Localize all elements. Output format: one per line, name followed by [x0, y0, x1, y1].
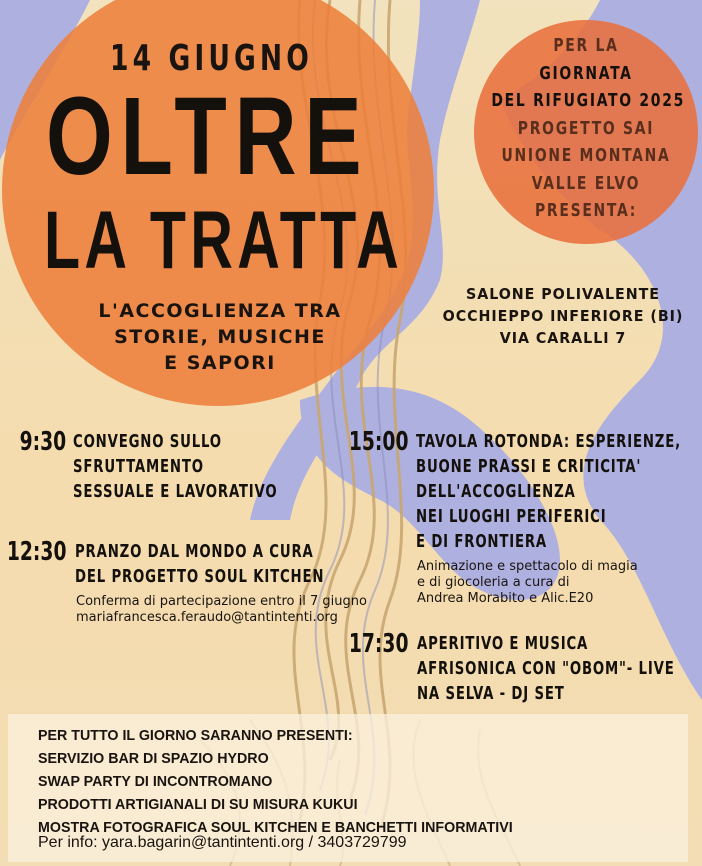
- activity-item: MOSTRA FOTOGRAFICA SOUL KITCHEN E BANCHETTI INFORMATIVI: [38, 819, 513, 836]
- presenter-line: DEL RIFUGIATO 2025: [491, 90, 686, 111]
- event-note-line: e di giocoleria a cura di: [417, 575, 570, 590]
- event-title-line: DELL'ACCOGLIENZA: [416, 481, 576, 502]
- event-title-line: PRANZO DAL MONDO A CURA: [75, 541, 314, 562]
- event-note-line: Animazione e spettacolo di magia: [417, 559, 638, 574]
- event-time: 15:00: [348, 427, 408, 457]
- venue-line: VIA CARALLI 7: [499, 329, 627, 347]
- event-title-line: BUONE PRASSI E CRITICITA': [416, 456, 642, 477]
- event-time: 9:30: [19, 427, 66, 457]
- title-line-1: OLTRE: [46, 75, 370, 198]
- event-title-line: NEI LUOGHI PERIFERICI: [416, 506, 607, 527]
- subtitle: [40, 298, 400, 376]
- venue-address: [408, 283, 702, 349]
- event-time: 17:30: [348, 629, 408, 659]
- activity-item: SERVIZIO BAR DI SPAZIO HYDRO: [38, 750, 269, 767]
- event-note-line: Conferma di partecipazione entro il 7 giugno: [76, 594, 367, 609]
- all-day-activities: [38, 724, 538, 839]
- presenter-block: [476, 32, 696, 225]
- event-title-line: SFRUTTAMENTO: [73, 456, 204, 477]
- event-title-line: CONVEGNO SULLO: [73, 431, 222, 452]
- activities-heading: PER TUTTO IL GIORNO SARANNO PRESENTI:: [38, 727, 353, 744]
- event-title: [75, 539, 324, 589]
- presenter-line: GIORNATA: [539, 62, 633, 84]
- event-note: [417, 559, 638, 607]
- presenter-line: PRESENTA:: [534, 200, 638, 221]
- event-title-line: TAVOLA ROTONDA: ESPERIENZE,: [416, 431, 682, 452]
- subtitle-line: L'ACCOGLIENZA TRA: [98, 300, 342, 322]
- venue-line: OCCHIEPPO INFERIORE (BI): [442, 307, 684, 325]
- event-note-line: Andrea Morabito e Alic.E20: [417, 591, 594, 606]
- activity-item: SWAP PARTY DI INCONTROMANO: [38, 773, 273, 790]
- event-title-line: APERITIVO E MUSICA: [417, 633, 589, 654]
- subtitle-line: STORIE, MUSICHE: [114, 326, 326, 348]
- event-title-line: AFRISONICA CON "OBOM"- LIVE: [417, 658, 675, 679]
- event-title: [417, 631, 675, 706]
- presenter-line: PROGETTO SAI: [517, 117, 655, 139]
- event-title-line: E DI FRONTIERA: [416, 531, 548, 552]
- event-note: [76, 594, 367, 626]
- contact-info[interactable]: Per info: yara.bagarin@tantintenti.org / 3403729799: [38, 834, 407, 851]
- activity-item: PRODOTTI ARTIGIANALI DI SU MISURA KUKUI: [38, 796, 358, 813]
- contact-email[interactable]: mariafrancesca.feraudo@tantintenti.org: [76, 610, 338, 625]
- presenter-line: PER LA: [553, 35, 619, 56]
- presenter-line: VALLE ELVO: [531, 172, 641, 194]
- event-title-line: NA SELVA - DJ SET: [417, 683, 565, 704]
- title-line-2: LA TRATTA: [44, 195, 404, 286]
- venue-line: SALONE POLIVALENTE: [466, 285, 660, 303]
- event-title-line: DEL PROGETTO SOUL KITCHEN: [75, 566, 325, 587]
- event-title: [73, 429, 277, 504]
- event-time: 12:30: [6, 537, 66, 567]
- presenter-line: UNIONE MONTANA: [501, 145, 671, 166]
- subtitle-line: E SAPORI: [164, 352, 276, 374]
- event-title-line: SESSUALE E LAVORATIVO: [73, 481, 278, 502]
- event-title: [416, 429, 681, 554]
- event-date: 14 GIUGNO: [110, 38, 313, 79]
